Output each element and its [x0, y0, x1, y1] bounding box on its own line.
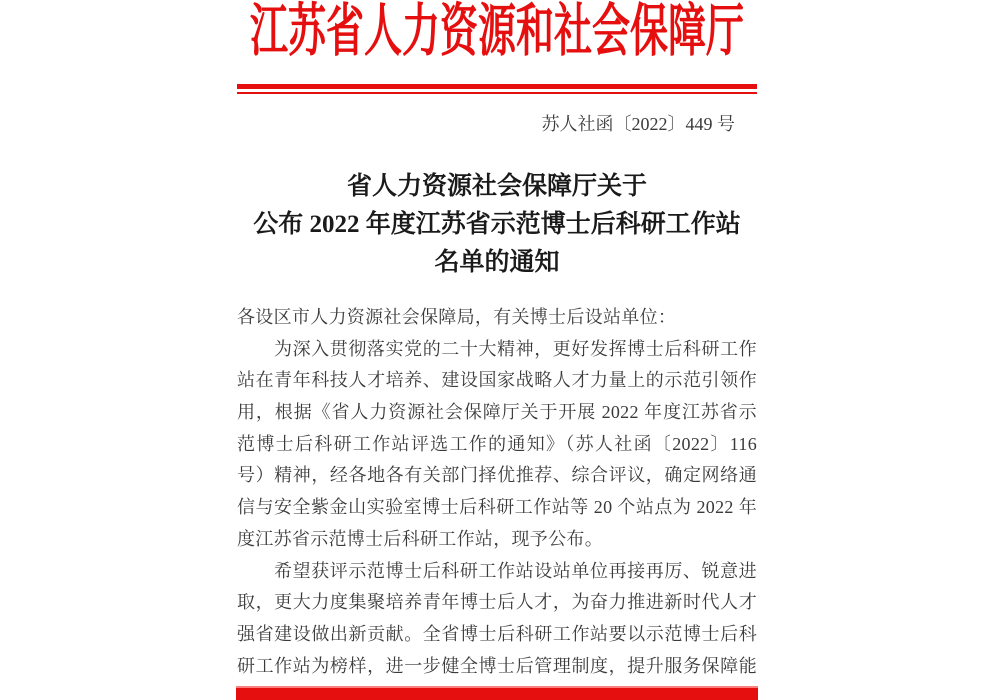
red-rule-thin [237, 92, 757, 94]
document-number: 苏人社函〔2022〕449 号 [541, 114, 735, 134]
body-line: 为深入贯彻落实党的二十大精神，更好发挥博士后科研工作 [274, 338, 757, 359]
agency-header: 江苏省人力资源和社会保障厅 [249, 0, 744, 64]
red-rule-thick [237, 84, 757, 89]
body-line: 信与安全紫金山实验室博士后科研工作站等 20 个站点为 2022 年 [237, 497, 757, 518]
body-line: 各设区市人力资源社会保障局，有关博士后设站单位： [237, 307, 677, 327]
body-line: 取，更大力度集聚培养青年博士后人才，为奋力推进新时代人才 [237, 592, 757, 613]
body-line: 度江苏省示范博士后科研工作站，现予公布。 [237, 528, 603, 549]
body-line: 希望获评示范博士后科研工作站设站单位再接再厉、锐意进 [274, 560, 757, 581]
body-line: 范博士后科研工作站评选工作的通知》（苏人社函〔2022〕116 [237, 433, 757, 454]
body-line: 号）精神，经各地各有关部门择优推荐、综合评议，确定网络通 [237, 465, 757, 486]
document-content [237, 0, 757, 696]
body-line: 用，根据《省人力资源社会保障厅关于开展 2022 年度江苏省示 [237, 402, 757, 423]
notice-title-line-3: 名单的通知 [434, 249, 560, 276]
notice-body [237, 302, 757, 682]
notice-title-line-2: 公布 2022 年度江苏省示范博士后科研工作站 [253, 211, 741, 238]
next-page-red-bar [236, 686, 758, 700]
notice-title-line-1: 省人力资源社会保障厅关于 [346, 173, 647, 200]
body-line: 研工作站为榜样，进一步健全博士后管理制度，提升服务保障能 [237, 655, 757, 676]
notice-title [227, 168, 767, 282]
body-line: 站在青年科技人才培养、建设国家战略人才力量上的示范引领作 [237, 370, 757, 391]
body-line: 强省建设做出新贡献。全省博士后科研工作站要以示范博士后科 [237, 623, 757, 644]
